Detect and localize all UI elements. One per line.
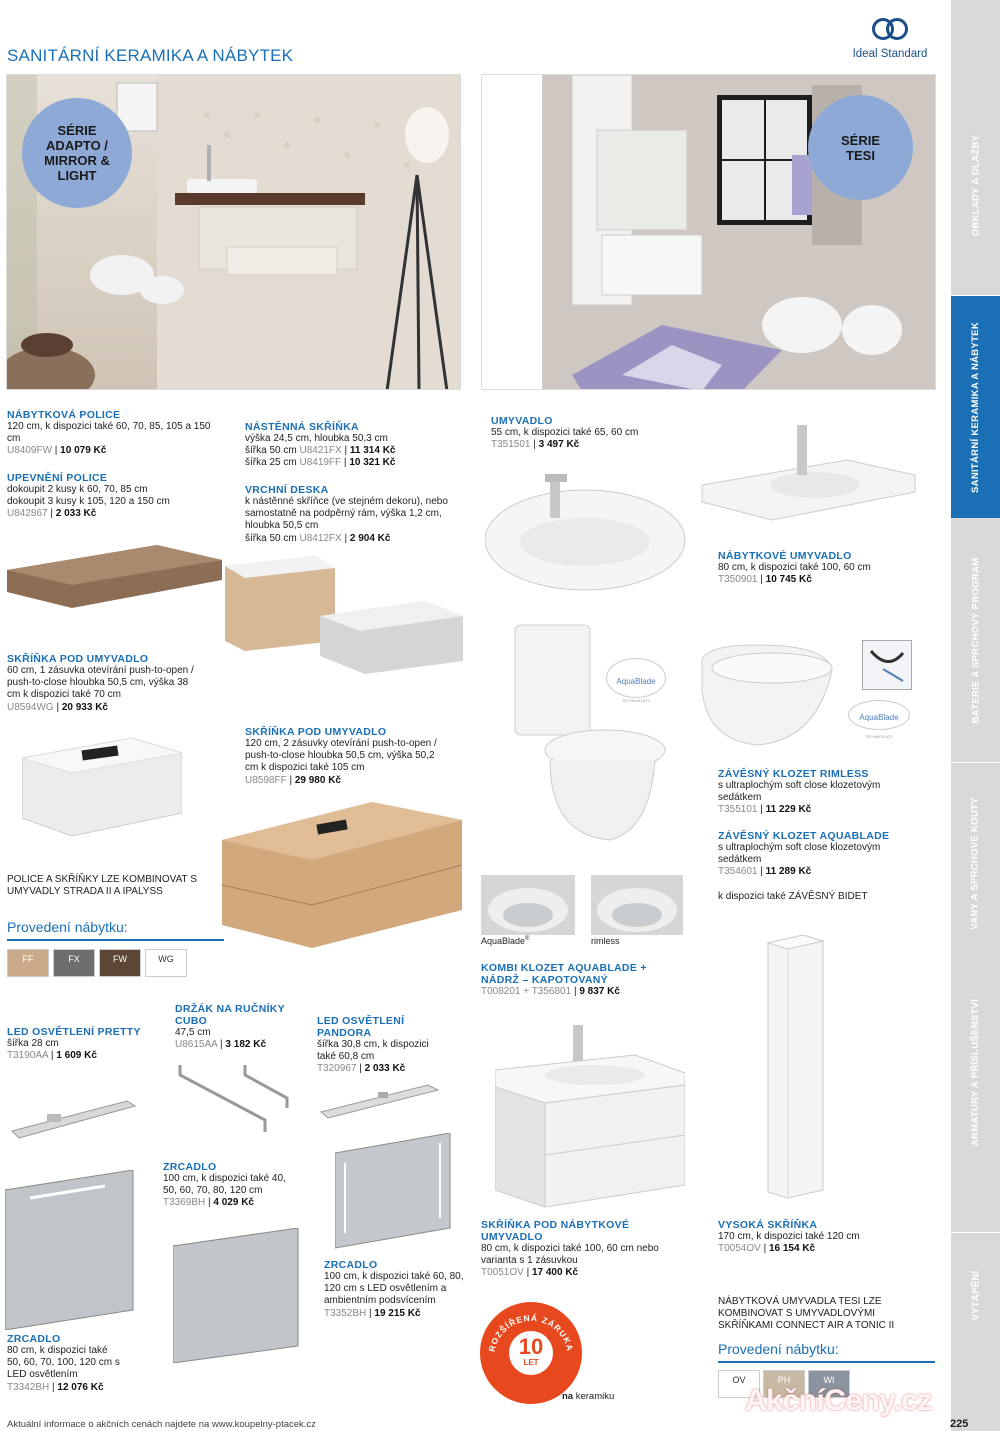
product-title: KOMBI KLOZET AQUABLADE + NÁDRŽ – KAPOTOVANÝ [481, 962, 647, 986]
combine-note: POLICE A SKŘÍŇKY LZE KOMBINOVAT S UMYVADLY STRADA II A IPALYSS [7, 874, 197, 897]
product-desc: šířka 30,8 cm, k dispozici také 60,8 cm [317, 1039, 429, 1063]
product-desc: 60 cm, 1 zásuvka otevírání push-to-open / push-to-close hloubka 50,5 cm, výška 38 cm k dispozici také 70 cm [7, 665, 194, 701]
product-desc: 100 cm, k dispozici také 60, 80, 120 cm s LED osvětlením a ambientním podsvícením [324, 1271, 464, 1307]
aquablade-tech-icon [862, 640, 912, 690]
finish-swatch-fw[interactable]: FW [99, 949, 141, 977]
product-price: 3 497 Kč [538, 439, 580, 451]
mirror-ambient-image [335, 1133, 453, 1251]
product-desc: s ultraplochým soft close klozetovým sedátkem [718, 842, 881, 866]
product-title: SKŘÍŇKA POD UMYVADLO [7, 653, 149, 665]
sidebar-tab-obklady[interactable] [951, 100, 1000, 270]
product-code: U842867 [7, 508, 48, 520]
product-desc: 55 cm, k dispozici také 65, 60 cm [491, 427, 639, 438]
product-price: 12 076 Kč [57, 1381, 104, 1393]
product-aquablade: ZÁVĚSNÝ KLOZET AQUABLADE s ultraplochým soft close klozetovým sedátkem T354601 | 11 289 Kč [718, 830, 928, 879]
product-code: T355101 [718, 804, 758, 816]
finish-swatch-ov[interactable]: OV [718, 1370, 760, 1398]
product-zrcadlo-1: ZRCADLO 100 cm, k dispozici také 40, 50, 60, 70, 80, 120 cm T3369BH | 4 029 Kč [163, 1161, 303, 1210]
page-title: SANITÁRNÍ KERAMIKA A NÁBYTEK [7, 46, 294, 65]
product-title: ZÁVĚSNÝ KLOZET AQUABLADE [718, 830, 890, 842]
vanity-unit-image [495, 1025, 685, 1210]
product-code: T0051OV [481, 1267, 524, 1279]
shelf-image [7, 540, 222, 610]
variant-label: šířka 50 cm [245, 445, 297, 457]
led-pretty-image [7, 1096, 137, 1146]
product-code: U8421FX [299, 445, 342, 457]
brand-logo [840, 18, 940, 60]
product-title: UPEVNĚNÍ POLICE [7, 472, 108, 484]
aquablade-logo-text: AquaBlade [616, 677, 656, 686]
product-code: T3369BH [163, 1197, 206, 1209]
product-zrcadlo-2: ZRCADLO 100 cm, k dispozici také 60, 80, 120 cm s LED osvětlením a ambientním podsvícením T3352BH | 19 215 Kč [324, 1259, 469, 1320]
sidebar-tab-label: SANITÁRNÍ KERAMIKA A NÁBYTEK [970, 321, 982, 493]
sidebar-tab-label: VYTÁPĚNÍ [970, 1270, 982, 1320]
product-code: T3190AA [7, 1050, 49, 1062]
series-bubble-tesi: SÉRIE TESI [808, 95, 913, 200]
aquablade-caption-text: AquaBlade [481, 936, 526, 946]
aquablade-logo-sub: TECHNOLOGY [621, 698, 650, 703]
product-code: T0054OV [718, 1243, 761, 1255]
product-desc: k nástěnné skříňce (ve stejném dekoru), nebo samostatně na podpěrný rám, výška 1,2 cm, hloubka 50,5 cm [245, 496, 448, 532]
sidebar-tab-baterie[interactable] [951, 520, 1000, 760]
product-code: T3342BH [7, 1381, 50, 1393]
product-code: U8598FF [245, 774, 287, 786]
product-price: 11 229 Kč [765, 804, 812, 816]
finish-swatch-ff[interactable]: FF [7, 949, 49, 977]
product-pandora: LED OSVĚTLENÍ PANDORA šířka 30,8 cm, k dispozici také 60,8 cm T320967 | 2 033 Kč [317, 1015, 457, 1076]
mirror-plain-image [173, 1228, 300, 1363]
product-price: 3 182 Kč [225, 1039, 267, 1051]
product-desc: 120 cm, k dispozici také 60, 70, 85, 105 a 150 cm [7, 421, 211, 445]
towel-holder-image [175, 1060, 295, 1135]
product-code: T351501 [491, 439, 531, 451]
product-title: LED OSVĚTLENÍ PANDORA [317, 1015, 405, 1039]
product-title: ZRCADLO [7, 1333, 61, 1345]
product-desc: šířka 28 cm [7, 1038, 59, 1049]
product-desc: 47,5 cm [175, 1027, 211, 1038]
aquablade-caption [481, 936, 529, 946]
sidebar-tab-vany[interactable] [951, 763, 1000, 963]
product-title: NÁBYTKOVÉ UMYVADLO [718, 550, 852, 562]
warranty-caption-bold: na [562, 1391, 574, 1402]
product-code: T350901 [718, 574, 758, 586]
finish-underline-right [718, 1361, 935, 1363]
warranty-caption [562, 1391, 614, 1402]
product-price: 1 609 Kč [56, 1050, 97, 1062]
warranty-unit: LET [523, 1358, 539, 1367]
mirror-led-image [5, 1170, 135, 1330]
rimless-bowl-thumb [591, 875, 683, 935]
product-price: 19 215 Kč [374, 1307, 421, 1319]
sidebar-tab-label: OBKLADY A DLAŽBY [970, 134, 981, 236]
product-price: 11 314 Kč [349, 445, 396, 457]
finish-heading-right: Provedení nábytku: [718, 1341, 839, 1357]
category-sidebar [951, 0, 1000, 1431]
finish-swatch-fx[interactable]: FX [53, 949, 95, 977]
sidebar-tab-label: BATERIE A SPRCHOVÝ PROGRAM [970, 557, 982, 723]
registered-mark: ® [525, 936, 530, 942]
tesi-combine-note: NÁBYTKOVÁ UMYVADLA TESI LZE KOMBINOVAT S UMYVADLOVÝMI SKŘÍŇKAMI CONNECT AIR A TONIC II [718, 1296, 895, 1331]
product-title: VRCHNÍ DESKA [245, 484, 329, 496]
product-price: 4 029 Kč [213, 1197, 254, 1209]
product-desc: 80 cm, k dispozici také 100, 60 cm [718, 562, 871, 573]
finish-swatch-ph[interactable]: PH [763, 1370, 805, 1398]
product-led-pretty: LED OSVĚTLENÍ PRETTY šířka 28 cm T3190AA | 1 609 Kč [7, 1026, 167, 1062]
product-price: 10 079 Kč [60, 445, 107, 457]
product-price: 2 033 Kč [364, 1063, 406, 1075]
variant-label: šířka 50 cm [245, 532, 297, 544]
product-title: NÁSTĚNNÁ SKŘÍŇKA [245, 421, 359, 433]
product-price: 16 154 Kč [768, 1243, 816, 1255]
wall-cabinets-image [225, 556, 463, 676]
watermark: AkčníCeny.cz [745, 1384, 932, 1417]
sidebar-tab-label: ARMATURY A PŘÍSLUŠENSTVÍ [970, 998, 981, 1146]
aquablade-badge-1 [606, 658, 666, 703]
product-vrchni-deska: VRCHNÍ DESKA k nástěnné skříňce (ve stejném dekoru), nebo samostatně na podpěrný rám, výška 1,2 cm, hloubka 50,5 cm šířka 50 cm U8412FX | 2 904 Kč [245, 484, 465, 545]
product-desc: výška 24,5 cm, hloubka 50,3 cm [245, 433, 388, 444]
product-title: LED OSVĚTLENÍ PRETTY [7, 1026, 141, 1038]
product-title: SKŘÍŇKA POD NÁBYTKOVÉ UMYVADLO [481, 1219, 630, 1243]
washbasin-image [485, 460, 690, 600]
wood-cabinet-image [222, 800, 462, 950]
product-title: VYSOKÁ SKŘÍŇKA [718, 1219, 818, 1231]
product-code: T008201 + T356801 [481, 986, 572, 997]
product-code: U8594WG [7, 701, 54, 713]
product-nastenna-skrinka: NÁSTĚNNÁ SKŘÍŇKA výška 24,5 cm, hloubka 50,3 cm šířka 50 cm U8421FX | 11 314 Kč šířka 25 cm U8419FF | 10 321 Kč [245, 421, 460, 470]
wall-hung-toilet-image [697, 640, 837, 750]
series-bubble-adapto: SÉRIE ADAPTO / MIRROR & LIGHT [22, 98, 132, 208]
product-nabytkove-umyvadlo: NÁBYTKOVÉ UMYVADLO 80 cm, k dispozici také 100, 60 cm T350901 | 10 745 Kč [718, 550, 928, 586]
product-title: ZÁVĚSNÝ KLOZET RIMLESS [718, 768, 869, 780]
product-desc: 100 cm, k dispozici také 40, 50, 60, 70, 80, 120 cm [163, 1173, 286, 1197]
product-title: SKŘÍŇKA POD UMYVADLO [245, 726, 387, 738]
warranty-ring-text: ROZŠÍŘENÁ ZÁRUKA [486, 1312, 576, 1353]
variant-label: šířka 25 cm [245, 457, 297, 469]
product-skrinka-nabytkove: SKŘÍŇKA POD NÁBYTKOVÉ UMYVADLO 80 cm, k dispozici také 100, 60 cm nebo varianta s 1 zásuvkou T0051OV | 17 400 Kč [481, 1219, 681, 1280]
product-nabytkova-police: NÁBYTKOVÁ POLICE 120 cm, k dispozici také 60, 70, 85, 105 a 150 cm U8409FW | 10 079 Kč [7, 409, 222, 458]
bidet-note: k dispozici také ZÁVĚSNÝ BIDET [718, 891, 868, 902]
product-title: ZRCADLO [324, 1259, 378, 1271]
product-price: 2 033 Kč [55, 508, 97, 520]
product-rimless: ZÁVĚSNÝ KLOZET RIMLESS s ultraplochým soft close klozetovým sedátkem T355101 | 11 229 Kč [718, 768, 928, 817]
product-upevneni-police: UPEVNĚNÍ POLICE dokoupit 2 kusy k 60, 70, 85 cm dokoupit 3 kusy k 105, 120 a 150 cm U842867 | 2 033 Kč [7, 472, 222, 521]
finish-swatch-wi[interactable]: WI [808, 1370, 850, 1398]
product-title: UMYVADLO [491, 415, 553, 427]
product-title: ZRCADLO [163, 1161, 217, 1173]
product-title: DRŽÁK NA RUČNÍKY CUBO [175, 1003, 285, 1027]
sidebar-tab-label: VANY A SPRCHOVÉ KOUTY [970, 796, 981, 930]
product-desc: 170 cm, k dispozici také 120 cm [718, 1231, 860, 1242]
product-title: NÁBYTKOVÁ POLICE [7, 409, 121, 421]
warranty-number: 10 [518, 1334, 544, 1359]
product-price: 2 904 Kč [349, 532, 391, 544]
product-code: U8412FX [299, 532, 342, 544]
product-code: T320967 [317, 1063, 357, 1075]
brand-rings-icon [870, 18, 910, 42]
aquablade-logo-sub: TECHNOLOGY [864, 734, 893, 739]
white-cabinet-image [22, 733, 182, 838]
finish-underline-left [7, 939, 224, 941]
product-kombi: KOMBI KLOZET AQUABLADE + NÁDRŽ – KAPOTOVANÝ T008201 + T356801 | 9 837 Kč [481, 962, 671, 998]
led-pandora-image [318, 1080, 443, 1125]
sidebar-tab-sanitarni[interactable] [951, 296, 1000, 518]
aquablade-badge-2 [848, 700, 910, 739]
product-price: 17 400 Kč [531, 1267, 579, 1279]
product-code: U8409FW [7, 445, 53, 457]
sidebar-tab-vytapeni[interactable] [951, 1240, 1000, 1350]
aquablade-logo-text: AquaBlade [859, 713, 899, 722]
product-desc: s ultraplochým soft close klozetovým sedátkem [718, 780, 881, 804]
product-price: 10 745 Kč [765, 574, 812, 586]
footer-info: Aktuální informace o akčních cenách najdete na www.koupelny-ptacek.cz [7, 1419, 316, 1430]
warranty-caption-rest: keramiku [573, 1391, 615, 1402]
product-desc-2: dokoupit 3 kusy k 105, 120 a 150 cm [7, 496, 170, 508]
aquablade-bowl-thumb [481, 875, 575, 935]
product-code: U8419FF [299, 457, 342, 469]
product-skrinka-120: SKŘÍŇKA POD UMYVADLO 120 cm, 2 zásuvky otevírání push-to-open / push-to-close hloubka 50,5 cm, výška 50,2 cm k dispozici také 105 cm U8598FF | 29 980 Kč [245, 726, 460, 787]
product-vysoka-skrinka: VYSOKÁ SKŘÍŇKA 170 cm, k dispozici také 120 cm T0054OV | 16 154 Kč [718, 1219, 918, 1255]
product-desc: 120 cm, 2 zásuvky otevírání push-to-open / push-to-close hloubka 50,5 cm, výška 50,2 cm k dispozici také 105 cm [245, 738, 437, 774]
finish-heading-left: Provedení nábytku: [7, 919, 128, 935]
product-desc: 80 cm, k dispozici také 50, 60, 70, 100, 120 cm s LED osvětlením [7, 1345, 120, 1381]
rimless-caption: rimless [591, 936, 620, 946]
product-price: 10 321 Kč [349, 457, 396, 469]
product-umyvadlo: UMYVADLO 55 cm, k dispozici také 65, 60 cm T351501 | 3 497 Kč [491, 415, 691, 451]
brand-name: Ideal Standard [852, 48, 928, 60]
finish-swatches-left [7, 949, 187, 977]
sidebar-tab-armatury[interactable] [951, 972, 1000, 1172]
product-code: T354601 [718, 866, 758, 878]
product-zrcadlo-3: ZRCADLO 80 cm, k dispozici také 50, 60, 70, 100, 120 cm s LED osvětlením T3342BH | 12 076 Kč [7, 1333, 127, 1394]
product-price: 9 837 Kč [579, 986, 620, 997]
product-price: 11 289 Kč [765, 866, 812, 878]
product-desc: 80 cm, k dispozici také 100, 60 cm nebo varianta s 1 zásuvkou [481, 1243, 659, 1267]
product-price: 20 933 Kč [61, 701, 108, 713]
warranty-badge [480, 1302, 582, 1404]
finish-swatch-wg[interactable]: WG [145, 949, 187, 977]
product-skrinka-60: SKŘÍŇKA POD UMYVADLO 60 cm, 1 zásuvka otevírání push-to-open / push-to-close hloubka 50,5 cm, výška 38 cm k dispozici také 70 cm U8594WG | 20 933 Kč [7, 653, 222, 714]
tall-cabinet-image [763, 935, 828, 1200]
page-number: 225 [950, 1418, 969, 1430]
product-desc-1: dokoupit 2 kusy k 60, 70, 85 cm [7, 484, 148, 495]
close-coupled-toilet-image [510, 620, 670, 845]
product-cubo: DRŽÁK NA RUČNÍKY CUBO 47,5 cm U8615AA | 3 182 Kč [175, 1003, 305, 1051]
product-code: T3352BH [324, 1307, 367, 1319]
product-price: 29 980 Kč [294, 774, 341, 786]
product-code: U8615AA [175, 1039, 218, 1051]
furniture-basin-image [697, 420, 917, 535]
